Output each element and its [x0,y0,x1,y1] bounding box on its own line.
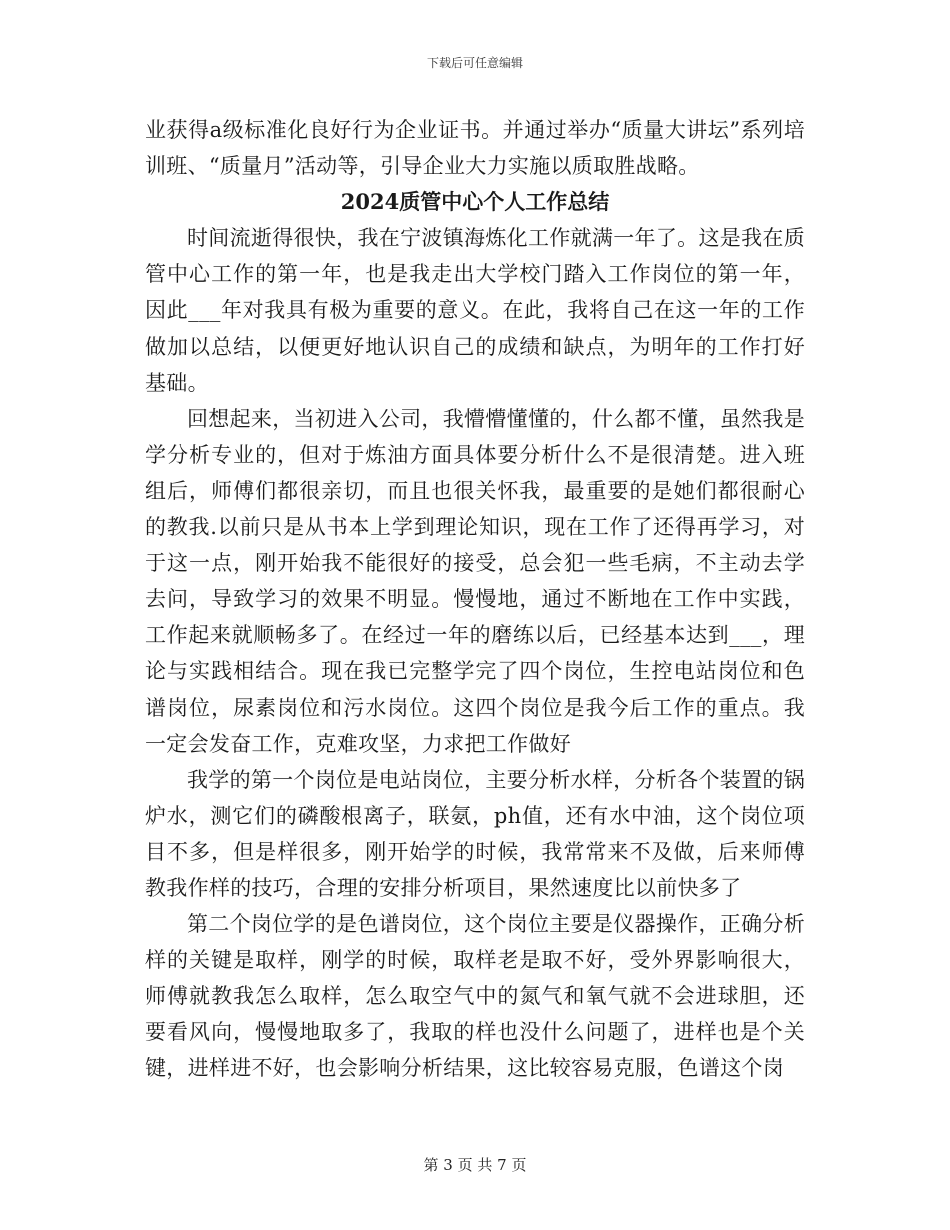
document-body [145,112,805,1087]
body-paragraph-2: 回想起来，当初进入公司，我懵懵懂懂的，什么都不懂，虽然我是学分析专业的，但对于炼油方面具体要分析什么不是很清楚。进入班组后，师傅们都很亲切，而且也很关怀我，最重要的是她们都很耐心的教我.以前只是从书本上学到理论知识，现在工作了还得再学习，对于这一点，刚开始我不能很好的接受，总会犯一些毛病，不主动去学去问，导致学习的效果不明显。慢慢地，通过不断地在工作中实践，工作起来就顺畅多了。在经过一年的磨练以后，已经基本达到___，理论与实践相结合。现在我已完整学完了四个岗位，生控电站岗位和色谱岗位，尿素岗位和污水岗位。这四个岗位是我今后工作的重点。我一定会发奋工作，克难攻坚，力求把工作做好 [145,406,805,756]
page-header-note: 下载后可任意编辑 [426,56,523,70]
continued-paragraph: 业获得a级标准化良好行为企业证书。并通过举办“质量大讲坛”系列培训班、“质量月”活动等，引导企业大力实施以质取胜战略。 [145,118,805,179]
body-paragraph-3: 我学的第一个岗位是电站岗位，主要分析水样，分析各个装置的锅炉水，测它们的磷酸根离子，联氨，ph值，还有水中油，这个岗位项目不多，但是样很多，刚开始学的时候，我常常来不及做，后来师傅教我作样的技巧，合理的安排分析项目，果然速度比以前快多了 [145,767,805,900]
body-paragraph-1: 时间流逝得很快，我在宁波镇海炼化工作就满一年了。这是我在质管中心工作的第一年，也是我走出大学校门踏入工作岗位的第一年，因此___年对我具有极为重要的意义。在此，我将自己在这一年的工作做加以总结，以便更好地认识自己的成绩和缺点，为明年的工作打好基础。 [145,226,805,395]
document-title: 2024质管中心个人工作总结 [340,189,610,215]
body-paragraph-4: 第二个岗位学的是色谱岗位，这个岗位主要是仪器操作，正确分析样的关键是取样，刚学的时候，取样老是取不好，受外界影响很大，师傅就教我怎么取样，怎么取空气中的氮气和氧气就不会进球胆，还要看风向，慢慢地取多了，我取的样也没什么问题了，进样也是个关键，进样进不好，也会影响分析结果，这比较容易克服，色谱这个岗 [145,912,805,1081]
page-number-footer: 第 3 页 共 7 页 [423,1156,527,1174]
